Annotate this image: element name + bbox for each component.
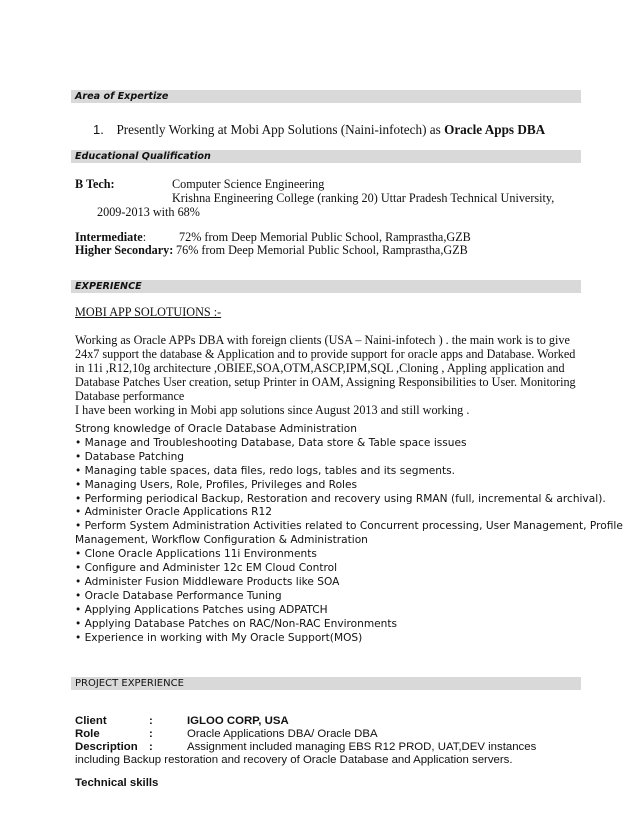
- section-header-project-experience: PROJECT EXPERIENCE: [71, 677, 581, 690]
- skill-item: • Experience in working with My Oracle Support(MOS): [75, 631, 363, 644]
- skill-item: • Manage and Troubleshooting Database, Data store & Table space issues: [75, 436, 467, 449]
- experience-paragraph-line: Working as Oracle APPs DBA with foreign clients (USA – Naini-infotech ) . the main work is to give: [75, 333, 570, 347]
- client-label: Client: [75, 715, 107, 727]
- higher-secondary-text: 76% from Deep Memorial Public School, Ramprastha,GZB: [176, 243, 468, 257]
- company-heading: MOBI APP SOLOTUIONS :-: [75, 305, 222, 319]
- skill-item: • Database Patching: [75, 450, 185, 463]
- btech-college: Krishna Engineering College (ranking 20) Uttar Pradesh Technical University,: [172, 191, 555, 205]
- description-value: Assignment included managing EBS R12 PROD, UAT,DEV instances: [187, 741, 537, 753]
- skill-item: • Administer Fusion Middleware Products like SOA: [75, 575, 340, 588]
- role-label: Role: [75, 728, 100, 740]
- description-continued: including Backup restoration and recovery of Oracle Database and Application servers.: [75, 754, 513, 766]
- intermediate-colon: :: [142, 230, 147, 244]
- experience-paragraph-line: Database performance: [75, 389, 185, 403]
- section-header-experience: EXPERIENCE: [71, 280, 581, 293]
- btech-degree: Computer Science Engineering: [172, 177, 325, 191]
- expertise-number: 1.: [93, 122, 104, 137]
- skill-item: • Managing table spaces, data files, redo logs, tables and its segments.: [75, 464, 456, 477]
- btech-years: 2009-2013 with 68%: [97, 205, 200, 219]
- experience-paragraph-line: I have been working in Mobi app solutions since August 2013 and still working .: [75, 403, 470, 417]
- expertise-role: Oracle Apps DBA: [444, 122, 546, 137]
- experience-paragraph-line: in 11i ,R12,10g architecture ,OBIEE,SOA,OTM,ASCP,IPM,SQL ,Cloning , Appling application and: [75, 361, 565, 375]
- role-value: Oracle Applications DBA/ Oracle DBA: [187, 728, 378, 740]
- skill-item: • Managing Users, Role, Profiles, Privileges and Roles: [75, 478, 358, 491]
- skill-item: • Perform System Administration Activities related to Concurrent processing, User Management, Profile: [75, 520, 623, 533]
- description-colon: :: [149, 741, 153, 753]
- skill-item: Management, Workflow Configuration & Administration: [75, 534, 368, 547]
- skill-item: • Clone Oracle Applications 11i Environments: [75, 548, 317, 561]
- skill-item: • Administer Oracle Applications R12: [75, 506, 272, 519]
- skill-item: • Applying Database Patches on RAC/Non-RAC Environments: [75, 617, 398, 630]
- experience-paragraph-line: 24x7 support the database & Application and to provide support for oracle apps and Database. Worked: [75, 347, 576, 361]
- skill-item: • Performing periodical Backup, Restoration and recovery using RMAN (full, incremental & archival).: [75, 492, 606, 505]
- intermediate-text: 72% from Deep Memorial Public School, Ramprastha,GZB: [179, 230, 471, 244]
- expertise-text: Presently Working at Mobi App Solutions (Naini-infotech) as: [116, 122, 445, 137]
- role-colon: :: [149, 728, 153, 740]
- client-colon: :: [149, 715, 153, 727]
- section-header-educational-qualification: Educational Qualification: [71, 150, 581, 163]
- btech-label: B Tech:: [75, 177, 115, 191]
- skills-heading: Strong knowledge of Oracle Database Administration: [75, 423, 357, 435]
- intermediate-label: Intermediate: [75, 230, 143, 244]
- skills-list: [75, 423, 623, 646]
- skill-item: • Configure and Administer 12c EM Cloud Control: [75, 562, 338, 575]
- technical-skills-heading: Technical skills: [75, 777, 159, 789]
- skill-item: • Applying Applications Patches using ADPATCH: [75, 603, 328, 616]
- higher-secondary-label: Higher Secondary:: [75, 243, 174, 257]
- section-header-area-of-expertize: Area of Expertize: [71, 90, 581, 103]
- client-value: IGLOO CORP, USA: [187, 715, 289, 727]
- experience-paragraph-line: Database Patches User creation, setup Printer in OAM, Assigning Responsibilities to User. Monitoring: [75, 375, 576, 389]
- expertise-item: [93, 122, 545, 137]
- skill-item: • Oracle Database Performance Tuning: [75, 589, 282, 602]
- description-label: Description: [75, 741, 138, 753]
